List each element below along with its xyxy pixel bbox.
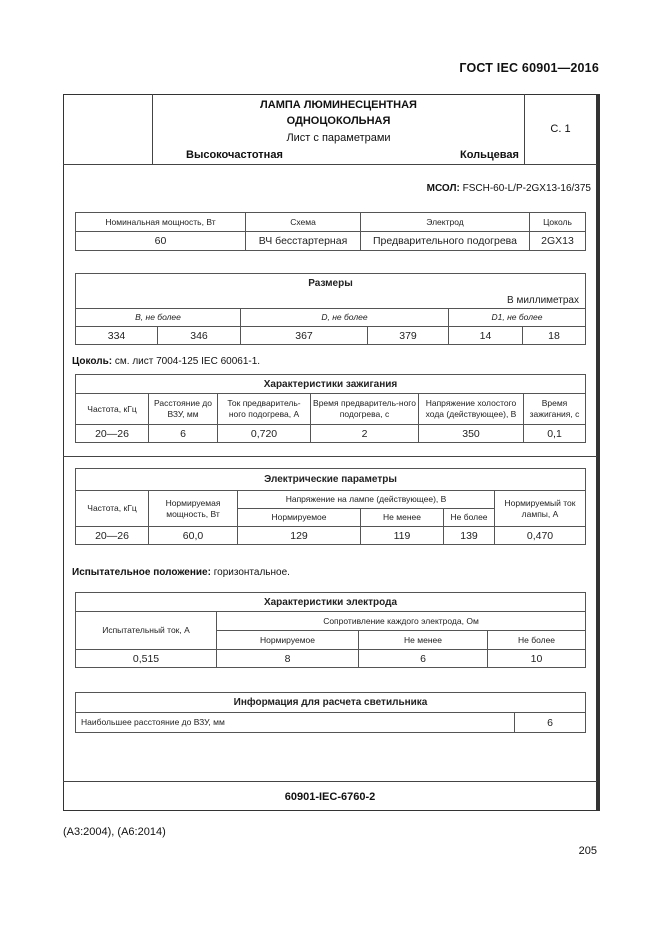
th-b: B, не более: [76, 309, 241, 327]
ignition-title: Характеристики зажигания: [76, 375, 586, 394]
th-ign-time: Время зажигания, с: [524, 394, 586, 425]
ign-preheat-current: 0,720: [218, 425, 311, 443]
th-electrode: Электрод: [361, 213, 530, 232]
el-power: 60,0: [149, 527, 238, 545]
sheet-code: 60901-IEC-6760-2: [284, 791, 376, 803]
electrode-table: [75, 592, 586, 668]
test-position-label: Испытательное положение:: [72, 567, 211, 578]
th-ec-max: Не более: [488, 631, 586, 650]
el-voltage-norm: 129: [238, 527, 361, 545]
dim-b-max: 346: [158, 327, 241, 345]
dim-d-max: 379: [368, 327, 449, 345]
cap-note: [72, 356, 260, 367]
th-power: Номинальная мощность, Вт: [76, 213, 246, 232]
cell-power: 60: [76, 232, 246, 251]
th-ec-min: Не менее: [359, 631, 488, 650]
header-title-2: ОДНОЦОКОЛЬНАЯ: [286, 115, 391, 127]
dimensions-unit: В миллиметрах: [76, 294, 586, 309]
luminaire-table: [75, 692, 586, 733]
standard-number: ГОСТ IEC 60901—2016: [459, 61, 599, 75]
header-right-tag: Кольцевая: [460, 149, 519, 161]
cell-circuit: ВЧ бесстартерная: [246, 232, 361, 251]
cap-note-label: Цоколь:: [72, 356, 113, 367]
msol-line: [427, 183, 591, 194]
ign-freq: 20—26: [76, 425, 149, 443]
general-table: [75, 212, 586, 251]
page-number: 205: [578, 845, 597, 857]
th-ec-norm: Нормируемое: [217, 631, 359, 650]
sheet-label: С. 1: [550, 123, 571, 135]
el-voltage-min: 119: [361, 527, 444, 545]
ec-current: 0,515: [76, 650, 217, 668]
th-ign-freq: Частота, кГц: [76, 394, 149, 425]
cell-cap: 2GX13: [530, 232, 586, 251]
el-voltage-max: 139: [444, 527, 495, 545]
ign-distance: 6: [149, 425, 218, 443]
ec-min: 6: [359, 650, 488, 668]
th-el-max: Не более: [444, 509, 495, 527]
cap-note-text: см. лист 7004-125 IEC 60061-1.: [114, 356, 261, 367]
th-ec-resistance: Сопротивление каждого электрода, Ом: [217, 612, 586, 631]
el-freq: 20—26: [76, 527, 149, 545]
th-d: D, не более: [241, 309, 449, 327]
dim-d1-min: 14: [449, 327, 523, 345]
header-left-tag: Высокочастотная: [186, 149, 283, 161]
th-el-min: Не менее: [361, 509, 444, 527]
ec-max: 10: [488, 650, 586, 668]
header-bottom-line: [63, 164, 597, 165]
th-cap: Цоколь: [530, 213, 586, 232]
dim-d-min: 367: [241, 327, 368, 345]
dimensions-table: [75, 273, 586, 345]
th-ign-preheat-current: Ток предваритель-ного подогрева, А: [218, 394, 311, 425]
header-title-1: ЛАМПА ЛЮМИНЕСЦЕНТНАЯ: [260, 99, 417, 111]
header-subtitle: Лист с параметрами: [286, 132, 391, 144]
luminaire-value: 6: [515, 713, 586, 733]
test-position-note: [72, 567, 290, 578]
cell-electrode: Предварительного подогрева: [361, 232, 530, 251]
amendments: (A3:2004), (A6:2014): [63, 826, 166, 838]
th-el-voltage: Напряжение на лампе (действующее), В: [238, 491, 495, 509]
electrical-title: Электрические параметры: [76, 469, 586, 491]
th-el-power: Нормируемая мощность, Вт: [149, 491, 238, 527]
electrode-title: Характеристики электрода: [76, 593, 586, 612]
msol-value: FSCH-60-L/P-2GX13-16/375: [462, 183, 591, 194]
luminaire-title: Информация для расчета светильника: [76, 693, 586, 713]
th-ign-preheat-time: Время предваритель-ного подогрева, с: [311, 394, 419, 425]
th-circuit: Схема: [246, 213, 361, 232]
dim-d1-max: 18: [523, 327, 586, 345]
ign-time: 0,1: [524, 425, 586, 443]
dim-b-min: 334: [76, 327, 158, 345]
th-d1: D1, не более: [449, 309, 586, 327]
ign-open-voltage: 350: [419, 425, 524, 443]
th-el-freq: Частота, кГц: [76, 491, 149, 527]
luminaire-label: Наибольшее расстояние до ВЗУ, мм: [76, 713, 515, 733]
ign-preheat-time: 2: [311, 425, 419, 443]
th-ign-distance: Расстояние до ВЗУ, мм: [149, 394, 218, 425]
section-divider: [63, 456, 597, 457]
th-ec-current: Испытательный ток, А: [76, 612, 217, 650]
th-ign-open-voltage: Напряжение холостого хода (действующее), В: [419, 394, 524, 425]
ignition-table: [75, 374, 586, 443]
dimensions-title: Размеры: [76, 274, 586, 294]
test-position-text: горизонтальное.: [213, 567, 290, 578]
th-el-norm: Нормируемое: [238, 509, 361, 527]
ec-norm: 8: [217, 650, 359, 668]
electrical-table: [75, 468, 586, 545]
th-el-current: Нормируемый ток лампы, А: [495, 491, 586, 527]
el-current: 0,470: [495, 527, 586, 545]
frame-right-bar: [597, 94, 600, 811]
msol-label: МСОЛ:: [426, 183, 460, 194]
footer-divider: [63, 781, 597, 782]
